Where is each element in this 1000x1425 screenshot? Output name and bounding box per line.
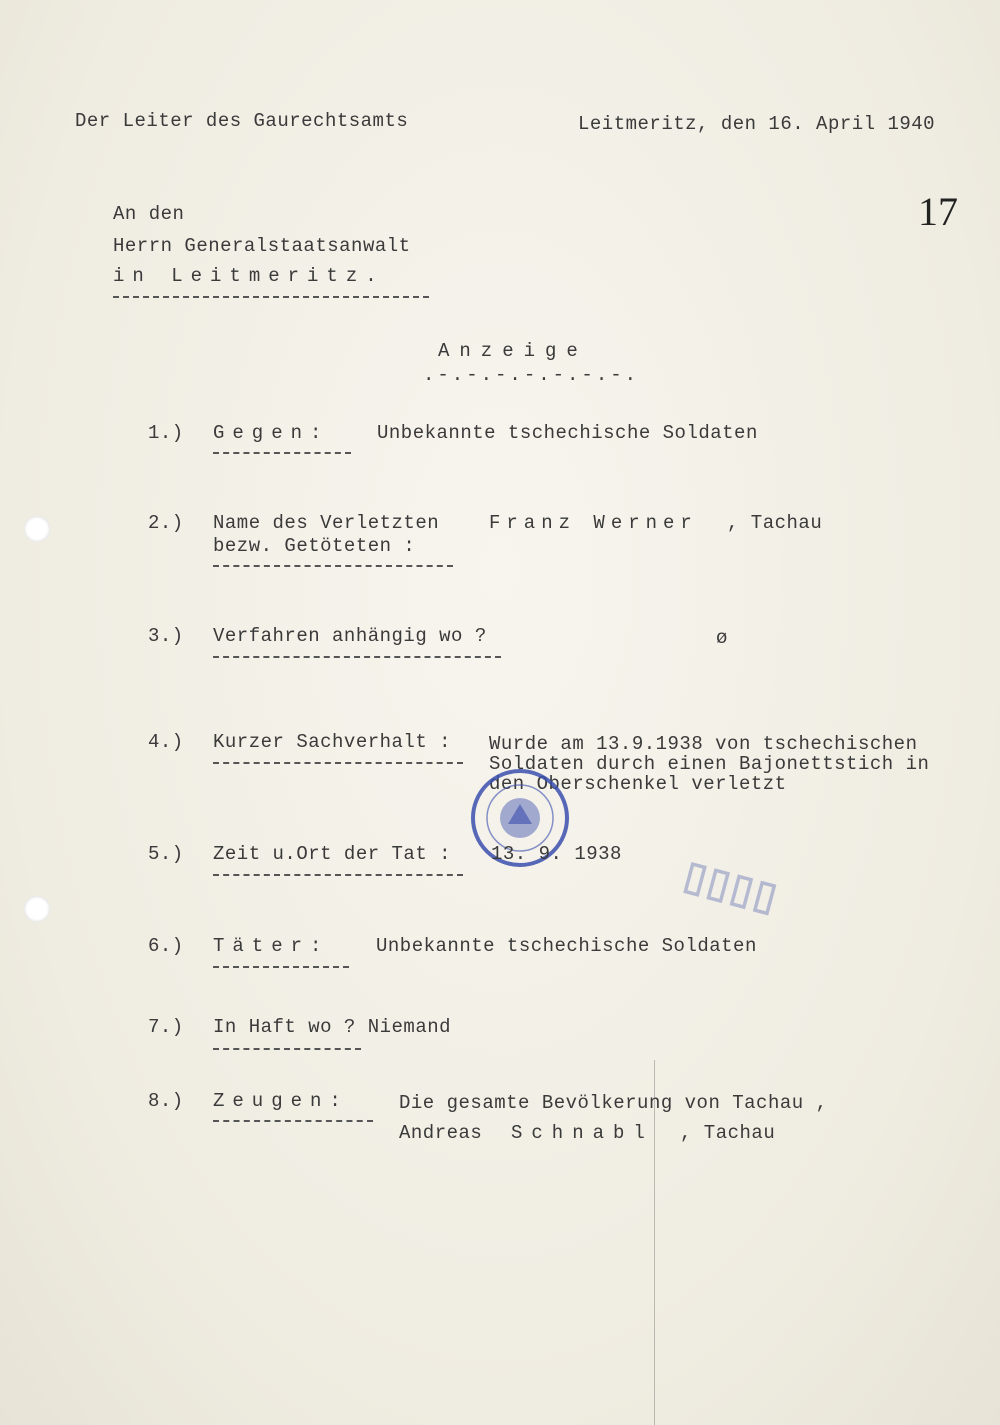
sender-line: Der Leiter des Gaurechtsamts	[75, 110, 409, 132]
item-underline	[213, 874, 463, 876]
item-number: 7.)	[148, 1016, 184, 1038]
witness-surname: Schnabl	[511, 1122, 654, 1144]
item-underline	[213, 452, 351, 454]
page-number: 17	[918, 189, 958, 234]
item-label-zeugen: Zeugen:	[213, 1090, 349, 1112]
item-underline	[213, 565, 453, 567]
item-value-name: Franz Werner	[489, 512, 698, 534]
fold-line	[654, 1060, 655, 1425]
item-number: 8.)	[148, 1090, 184, 1112]
item-value-zeit-ort: 13. 9. 1938	[491, 843, 622, 865]
recipient-line-3: in Leitmeritz.	[113, 265, 385, 287]
place-date: Leitmeritz, den 16. April 1940	[578, 113, 936, 135]
item-value-gegen: Unbekannte tschechische Soldaten	[377, 422, 758, 444]
recipient-line-2: Herrn Generalstaatsanwalt	[113, 235, 411, 257]
item-underline	[213, 762, 463, 764]
item-underline	[213, 1048, 361, 1050]
item-value-line: Soldaten durch einen Bajonettstich in	[489, 753, 930, 775]
item-underline	[213, 656, 501, 658]
item-label-zeit-ort: Zeit u.Ort der Tat :	[213, 843, 452, 865]
item-value-line: Die gesamte Bevölkerung von Tachau ,	[399, 1092, 828, 1114]
punch-hole	[24, 896, 50, 922]
item-number: 3.)	[148, 625, 184, 647]
recipient-underline	[113, 296, 429, 298]
item-label-haft: In Haft wo ? Niemand	[213, 1016, 452, 1038]
item-label-gegen: Gegen:	[213, 422, 330, 444]
item-number: 1.)	[148, 422, 184, 444]
witness-first-name: Andreas	[399, 1122, 483, 1144]
item-value-line: den Oberschenkel verletzt	[489, 773, 787, 795]
item-number: 4.)	[148, 731, 184, 753]
witness-place: , Tachau	[680, 1122, 776, 1144]
item-number: 6.)	[148, 935, 184, 957]
item-label-getoeteten: bezw. Getöteten :	[213, 535, 416, 557]
item-number: 5.)	[148, 843, 184, 865]
item-label-verletzten: Name des Verletzten	[213, 512, 440, 534]
item-number: 2.)	[148, 512, 184, 534]
item-underline	[213, 966, 349, 968]
faint-stamp-mark: ▯▯▯▯	[675, 857, 781, 926]
recipient-line-1: An den	[113, 203, 185, 225]
item-value-verfahren: ø	[716, 627, 728, 649]
punch-hole	[24, 516, 50, 542]
item-value-place: , Tachau	[727, 512, 823, 534]
item-label-taeter: Täter:	[213, 935, 330, 957]
item-underline	[213, 1120, 373, 1122]
item-value-taeter: Unbekannte tschechische Soldaten	[376, 935, 757, 957]
item-label-sachverhalt: Kurzer Sachverhalt :	[213, 731, 452, 753]
title-decoration: .-.-.-.-.-.-.-.	[423, 364, 640, 386]
document-title: Anzeige	[438, 340, 588, 362]
item-label-verfahren: Verfahren anhängig wo ?	[213, 625, 487, 647]
item-value-line: Wurde am 13.9.1938 von tschechischen	[489, 733, 918, 755]
